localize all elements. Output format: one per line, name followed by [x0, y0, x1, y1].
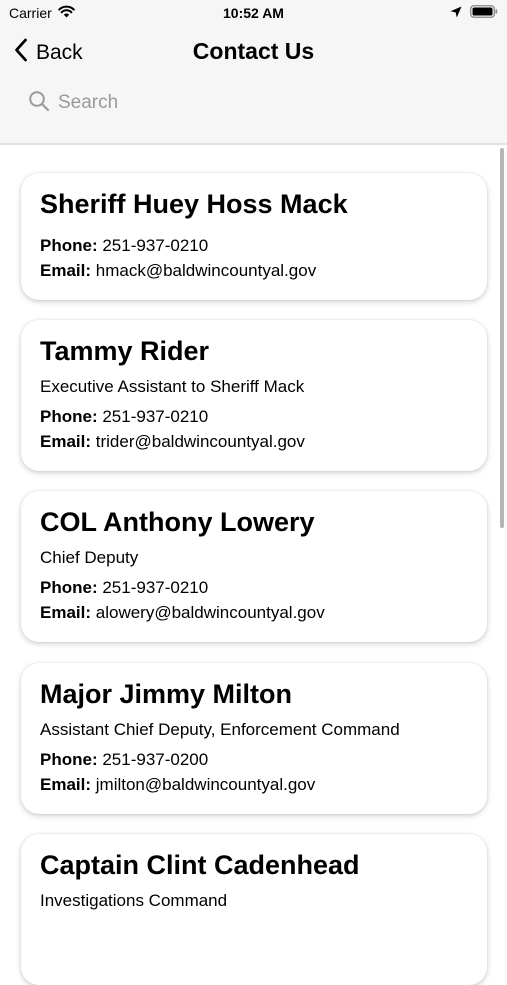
contact-title: Chief Deputy	[40, 548, 139, 567]
contact-name: COL Anthony Lowery	[40, 507, 315, 537]
contact-name: Sheriff Huey Hoss Mack	[40, 189, 348, 219]
scrollbar[interactable]	[500, 148, 504, 528]
page-title: Contact Us	[192, 38, 315, 64]
email-label: Email:	[40, 775, 92, 794]
contact-email-row	[40, 600, 468, 625]
contact-email-row	[40, 429, 468, 454]
email-label: Email:	[40, 603, 92, 622]
email-label: Email:	[40, 261, 92, 280]
carrier-label: Carrier	[9, 5, 52, 21]
status-right-icons	[450, 5, 498, 21]
back-button-label: Back	[36, 41, 83, 64]
contact-title: Assistant Chief Deputy, Enforcement Command	[40, 720, 400, 739]
email-label: Email:	[40, 432, 92, 451]
contact-card[interactable]	[21, 173, 487, 300]
phone-label: Phone:	[40, 750, 98, 769]
contact-list[interactable]	[0, 145, 507, 910]
contact-name: Major Jimmy Milton	[40, 679, 293, 709]
contact-email[interactable]: alowery@baldwincountyal.gov	[95, 603, 325, 622]
contact-phone[interactable]: 251-937-0210	[102, 236, 209, 255]
contact-phone[interactable]: 251-937-0210	[102, 407, 209, 426]
contact-card[interactable]	[21, 491, 487, 642]
status-bar	[0, 0, 507, 28]
contact-phone[interactable]: 251-937-0200	[102, 750, 209, 769]
search-input[interactable]	[58, 92, 438, 114]
contact-email[interactable]: jmilton@baldwincountyal.gov	[95, 775, 316, 794]
contact-card[interactable]	[21, 320, 487, 471]
contact-name: Tammy Rider	[40, 336, 210, 366]
phone-label: Phone:	[40, 236, 98, 255]
contact-title: Investigations Command	[40, 891, 228, 910]
battery-icon	[470, 5, 498, 21]
navigation-bar	[0, 28, 507, 76]
contact-phone-row	[40, 404, 468, 429]
search-icon	[28, 90, 50, 117]
contact-phone-row	[40, 747, 468, 772]
contact-phone-row	[40, 575, 468, 600]
back-button[interactable]	[14, 38, 83, 68]
phone-label: Phone:	[40, 578, 98, 597]
contact-card[interactable]	[21, 834, 487, 985]
phone-label: Phone:	[40, 407, 98, 426]
contact-phone[interactable]: 251-937-0210	[102, 578, 209, 597]
header-area	[0, 0, 507, 145]
contact-email-row	[40, 258, 468, 283]
contact-email[interactable]: trider@baldwincountyal.gov	[95, 432, 305, 451]
contact-phone-row	[40, 233, 468, 258]
contact-card[interactable]	[21, 663, 487, 814]
chevron-left-icon	[14, 38, 28, 68]
contact-email[interactable]: hmack@baldwincountyal.gov	[95, 261, 317, 280]
status-time: 10:52 AM	[223, 5, 284, 21]
contact-email-row	[40, 772, 468, 797]
contact-title: Executive Assistant to Sheriff Mack	[40, 377, 305, 396]
contact-name: Captain Clint Cadenhead	[40, 850, 360, 880]
location-arrow-icon	[450, 5, 462, 21]
search-bar[interactable]	[28, 86, 468, 120]
